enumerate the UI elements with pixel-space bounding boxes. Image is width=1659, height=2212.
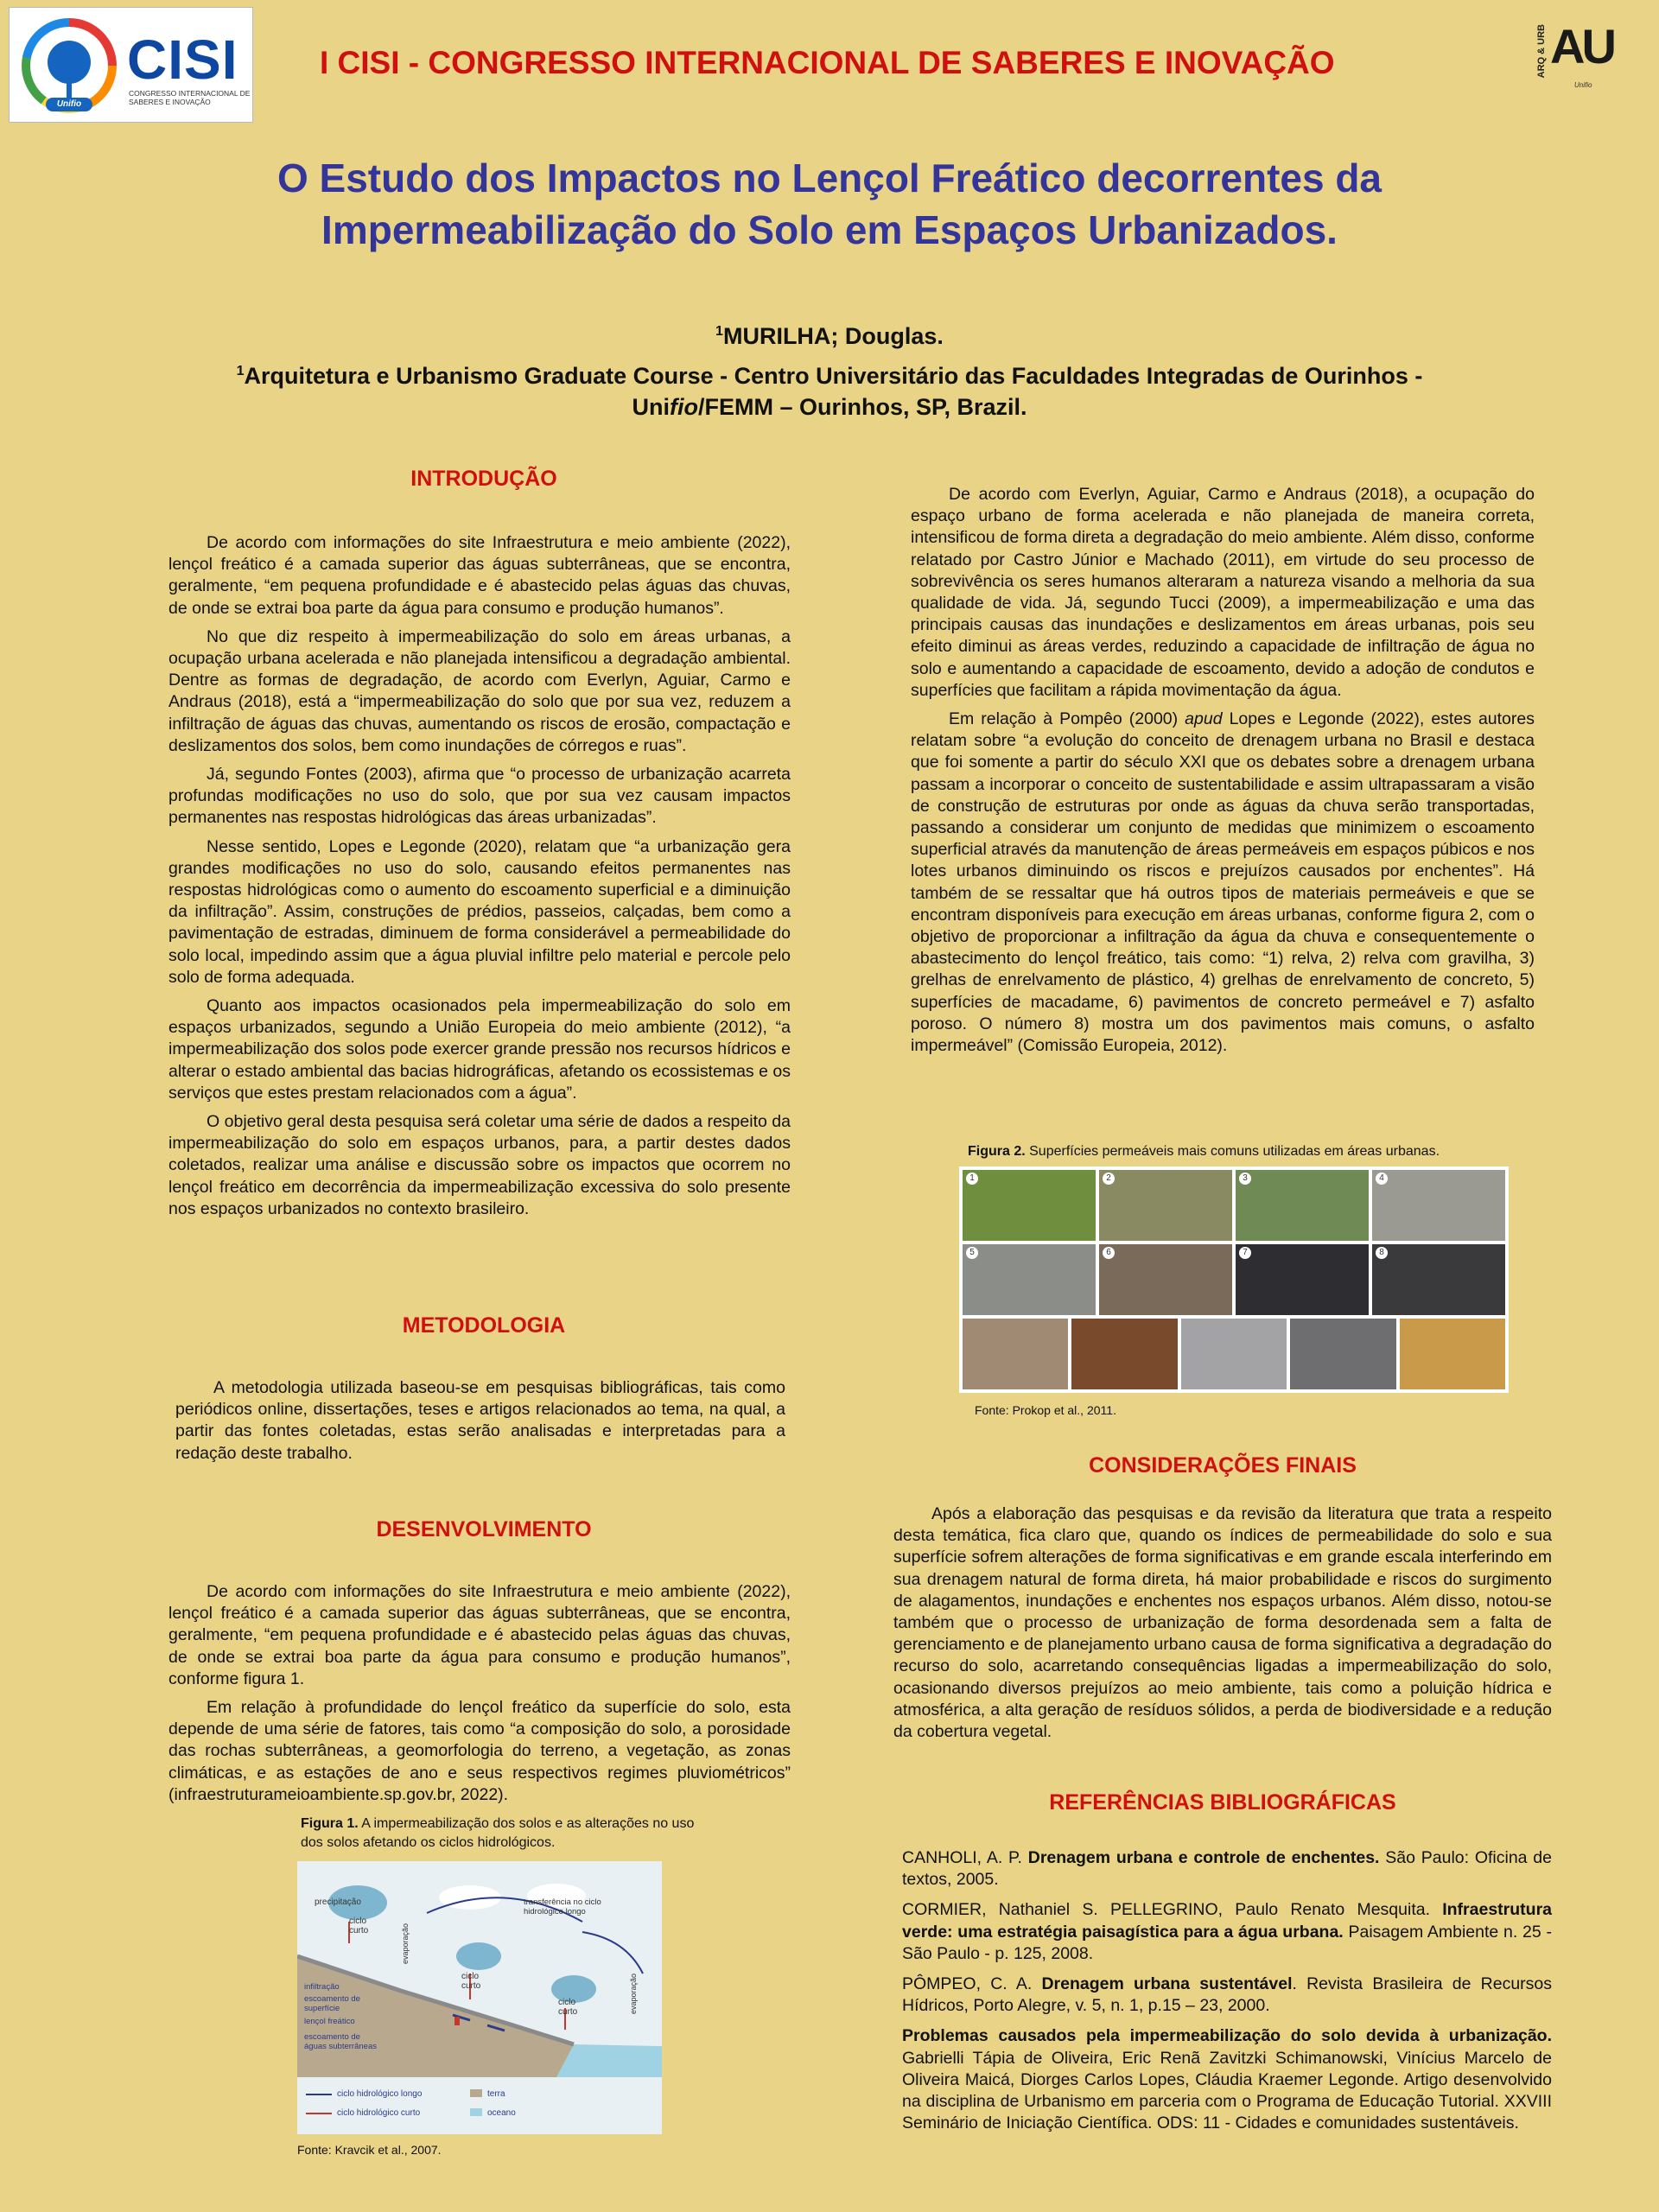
poster-title: O Estudo dos Impactos no Lençol Freático decorrentes da Impermeabilização do Solo em Espaços Urbanizados.: [276, 156, 1382, 252]
figure2-caption: Figura 2. Superfícies permeáveis mais comuns utilizadas em áreas urbanas.: [968, 1144, 1440, 1159]
label-ciclo-curto: ciclo curto: [558, 1998, 578, 2017]
continuacao-paragraph: De acordo com Everlyn, Aguiar, Carmo e Andraus (2018), a ocupação do espaço urbano de forma acelerada e não planejada de maneira correta, intensificou de forma direta a degradação do meio ambiente. Além disso, conforme relatado por Castro Júnior e Machado (2011), em virtude do seu processo de sobrevivência os seres humanos alteraram a natureza visando a melhoria da sua qualidade de vida. Já, segundo Tucci (2009), a impermeabilização e uma das principais causas das inundações e deslizamentos em áreas urbanas, pois seu efeito diminui as áreas verdes, reduzindo a capacidade de infiltração de água no solo e aumentando a capacidade de escoamento, devido a adoção de condutos e superfícies que facilitam a rápida movimentação da água.: [911, 485, 1535, 700]
au-logo-letters: AU: [1550, 19, 1613, 73]
tree-icon: [48, 41, 91, 84]
intro-paragraph: Quanto aos impactos ocasionados pela impermeabilização do solo em espaços urbanizados, segundo a União Europeia do meio ambiente (2012), “a impermeabilização dos solos pode exercer grande pressão nos recursos hídricos e alterar o estado ambiental das bacias hidrográficas, afetando os ecossistemas e os serviços que estes prestam relacionados com a água”.: [168, 996, 791, 1103]
intro-paragraph: Já, segundo Fontes (2003), afirma que “o processo de urbanização acarreta profundas modificações no uso do solo, que por sua vez causam impactos permanentes nas respostas hidrológicas das áreas urbanizadas”.: [168, 765, 791, 828]
figure2-source: Fonte: Prokop et al., 2011.: [975, 1403, 1116, 1417]
continuacao-paragraph: Em relação à Pompêo (2000) apud Lopes e Legonde (2022), estes autores relatam sobre “a evolução do conceito de drenagem urbana no Brasil e destaca que foi somente a partir do século XXI que os debates sobre a drenagem urbana passam a incorporar o conceito de sustentabilidade e assim ultrapassaram a visão de construção de estruturas por onde as águas da chuva serão transportadas, passando a considerar um conjunto de medidas que minimizem o escoamento superficial através da manutenção de áreas permeáveis em espaços púbicos e nos lotes urbanos diminuindo os riscos e prejuízos causados por enchentes”. Há também de se ressaltar que há outros tipos de materiais permeáveis e que se encontram disponíveis para execução em áreas urbanas, conforme figura 2, com o objetivo de proporcionar a infiltração da água da chuva e consequentemente o abastecimento do lençol freático, tais como: “1) relva, 2) relva com gravilha, 3) grelhas de enrelvamento de plástico, 4) grelhas de enrelvamento de concreto, 5) superfícies de macadame, 6) pavimentos de concreto permeável e 7) asfalto poroso. O número 8) mostra um dos pavimentos mais comuns, o asfalto impermeável” (Comissão Europeia, 2012).: [911, 709, 1535, 1056]
reference-item: Problemas causados pela impermeabilização do solo devida à urbanização. Gabrielli Tápia de Oliveira, Eric Renã Zavitzki Schimanowski, Vinícius Marcelo de Oliveira Maicá, Diorges Carlos Lopes, Cláudia Kraemer Legonde. Artigo desenvolvido na disciplina de Urbanismo em parceria com o Programa de Educação Tutorial. XXVIII Seminário de Iniciação Científica. ODS: 11 - Cidades e comunidades sustentáveis.: [902, 2026, 1552, 2133]
surface-number: 3: [1239, 1173, 1251, 1185]
legend-oceano: oceano: [487, 2108, 516, 2118]
surface-photo: [1071, 1319, 1177, 1389]
desenvolvimento-heading: DESENVOLVIMENTO: [376, 1517, 592, 1541]
au-logo-side-text: ARQ & URB: [1536, 24, 1547, 79]
surface-number: 8: [1376, 1247, 1388, 1259]
continuacao-body: [911, 484, 1535, 1064]
intro-paragraph: O objetivo geral desta pesquisa será coletar uma série de dados a respeito da impermeabilização do solo em espaços urbanos, para, a partir destes dados coletados, realizar uma análise e discussão sobre os impactos que ocorrem no lençol freático em decorrência da impermeabilização excessiva do solo presente nos espaços urbanizados no contexto brasileiro.: [168, 1112, 791, 1218]
label-precipitacao: precipitação: [315, 1897, 361, 1907]
affiliation: $^1$Arquitetura e Urbanismo Graduate Course - Centro Universitário das Faculdades Integradas de Ourinhos - Unifio/FEMM – Ourinhos, SP, Brazil.: [236, 363, 1423, 420]
surface-photo: [963, 1319, 1068, 1389]
intro-paragraph: De acordo com informações do site Infraestrutura e meio ambiente (2022), lençol freático é a camada superior das águas subterrâneas, que se encontra, geralmente, “em pequena profundidade e é abastecido pelas águas das chuvas, de onde se extrai boa parte da água para consumo e produção humanos”.: [168, 533, 791, 618]
surface-photo: [1372, 1244, 1505, 1315]
label-ciclo-curto: ciclo curto: [349, 1916, 369, 1936]
legend-ciclo-longo: ciclo hidrológico longo: [337, 2089, 423, 2099]
surface-photo: [1099, 1170, 1232, 1241]
figure1-diagram: [297, 1861, 662, 2134]
surface-number: 7: [1239, 1247, 1251, 1259]
surface-photo: [963, 1244, 1096, 1315]
label-transferencia: transferência no ciclo hidrológico longo: [524, 1897, 601, 1916]
conference-title: I CISI - CONGRESSO INTERNACIONAL DE SABERES E INOVAÇÃO: [320, 45, 1335, 80]
surface-number: 5: [966, 1247, 978, 1259]
surface-number: 1: [966, 1173, 978, 1185]
metodologia-paragraph: A metodologia utilizada baseou-se em pesquisas bibliográficas, tais como periódicos online, dissertações, teses e artigos relacionados ao tema, na qual, a partir das fontes coletadas, estas serão analisadas e interpretadas para a redação deste trabalho.: [175, 1378, 785, 1463]
introducao-heading: INTRODUÇÃO: [410, 467, 557, 491]
author-line: $^1$MURILHA; Douglas.: [715, 323, 944, 349]
label-lencol: lençol freático: [304, 2017, 355, 2026]
surface-photo: [1400, 1319, 1505, 1389]
desenvolvimento-paragraph: De acordo com informações do site Infraestrutura e meio ambiente (2022), lençol freático é a camada superior das águas subterrâneas, que se encontra, geralmente, “em pequena profundidade e é abastecido pelas águas das chuvas, de onde se extrai boa parte da água para consumo e produção humanos”, conforme figura 1.: [168, 1582, 791, 1688]
metodologia-body: [175, 1377, 785, 1471]
au-logo-tag: Unifio: [1574, 81, 1592, 89]
figure2-photo-grid: [959, 1166, 1509, 1393]
label-evaporacao: evaporação: [401, 1923, 410, 1965]
surface-photo: [1372, 1170, 1505, 1241]
intro-paragraph: No que diz respeito à impermeabilização do solo em áreas urbanas, a ocupação urbana acelerada e não planejada intensificou a degradação ambiental. Dentre as formas de degradação, de acordo com Everlyn, Aguiar, Carmo e Andraus (2018), está a “impermeabilização do solo que por sua vez, reduzem a infiltração de águas das chuvas, aumentando os riscos de erosão, compactação e deslizamentos dos solos, bem como inundações de córregos e ruas”.: [168, 626, 791, 755]
cisi-logo: [9, 7, 253, 123]
referencias-heading: REFERÊNCIAS BIBLIOGRÁFICAS: [1049, 1790, 1396, 1815]
au-logo: [1536, 19, 1613, 95]
surface-photo: [963, 1170, 1096, 1241]
intro-paragraph: Nesse sentido, Lopes e Legonde (2020), relatam que “a urbanização gera grandes modificações no uso do solo, causando efeitos permanentes nas respostas hidrológicas como o aumento do escoamento superficial e a diminuição da infiltração”. Assim, construções de prédios, passeios, calçadas, bem como a pavimentação de estradas, diminuem de forma considerável a permeabilidade do solo local, impedindo assim que a água pluvial infiltre pelo material e percole pelo solo de forma adequada.: [168, 836, 791, 987]
references-list: [902, 1847, 1552, 2143]
cisi-wordmark: CISI: [127, 29, 238, 91]
cisi-logo-subtitle: CONGRESSO INTERNACIONAL DE SABERES E INOVAÇÃO: [129, 89, 251, 106]
label-escoamento-superficie: escoamento de superfície: [304, 1994, 360, 2013]
desenvolvimento-body: [168, 1581, 791, 1813]
author-name: MURILHA; Douglas.: [722, 323, 944, 349]
label-infiltracao: infiltração: [304, 1982, 340, 1992]
reference-item: CANHOLI, A. P. Drenagem urbana e controle de enchentes. São Paulo: Oficina de textos, 2005.: [902, 1848, 1552, 1890]
metodologia-heading: METODOLOGIA: [402, 1313, 566, 1338]
introducao-body: [168, 532, 791, 1227]
label-evaporacao: evaporação: [629, 1974, 638, 2015]
surface-number: 2: [1103, 1173, 1115, 1185]
consideracoes-heading: CONSIDERAÇÕES FINAIS: [1089, 1453, 1357, 1478]
label-escoamento-subterraneo: escoamento de águas subterrâneas: [304, 2032, 377, 2051]
legend-ciclo-curto: ciclo hidrológico curto: [337, 2108, 421, 2118]
figure1-source: Fonte: Kravcik et al., 2007.: [297, 2143, 442, 2157]
reference-item: CORMIER, Nathaniel S. PELLEGRINO, Paulo Renato Mesquita. Infraestrutura verde: uma estratégia paisagística para a água urbana. Paisagem Ambiente n. 25 - São Paulo - p. 125, 2008.: [902, 1900, 1552, 1963]
consideracoes-paragraph: Após a elaboração das pesquisas e da revisão da literatura que trata a respeito desta temática, fica claro que, quando os índices de permeabilidade do solo e sua superfície sofrem alterações de forma significativas e em grande escala interferindo em sua drenagem natural de forma direta, há maior probabilidade e riscos do surgimento de alagamentos, inundações e enchentes nos espaços urbanos. Além disso, notou-se também que o processo de urbanização de forma desordenada sem a falta de gerenciamento e de planejamento urbano causa de forma significativa a degradação do recurso do solo, acarretando consequências ligadas a impermeabilização do solo, ocasionando diversos prejuízos ao meio ambiente, tais como a poluição hídrica e atmosférica, a alta geração de resíduos sólidos, a perda de biodiversidade e a redução da cobertura vegetal.: [893, 1504, 1552, 1742]
surface-photo: [1099, 1244, 1232, 1315]
consideracoes-body: [893, 1503, 1552, 1750]
surface-photo: [1236, 1244, 1369, 1315]
figure1-caption: Figura 1. A impermeabilização dos solos e as alterações no uso dos solos afetando os ciclos hidrológicos.: [301, 1816, 695, 1850]
cisi-emblem: [22, 18, 117, 113]
surface-photo: [1181, 1319, 1287, 1389]
surface-number: 6: [1103, 1247, 1115, 1259]
surface-photo: [1290, 1319, 1395, 1389]
label-ciclo-curto: ciclo curto: [461, 1972, 481, 1991]
reference-item: PÔMPEO, C. A. Drenagem urbana sustentável. Revista Brasileira de Recursos Hídricos, Porto Alegre, v. 5, n. 1, p.15 – 23, 2000.: [902, 1974, 1553, 2016]
unifio-badge: Unifio: [46, 98, 92, 111]
surface-number: 4: [1376, 1173, 1388, 1185]
legend-terra: terra: [487, 2089, 505, 2099]
desenvolvimento-paragraph: Em relação à profundidade do lençol freático da superfície do solo, esta depende de uma série de fatores, tais como “a composição do solo, a porosidade das rochas subterrâneas, a geomorfologia do terreno, a vegetação, as zonas climáticas, e as estações de ano e seus respectivos regimes pluviométricos” (infraestruturameioambiente.sp.gov.br, 2022).: [168, 1698, 791, 1804]
surface-photo: [1236, 1170, 1369, 1241]
